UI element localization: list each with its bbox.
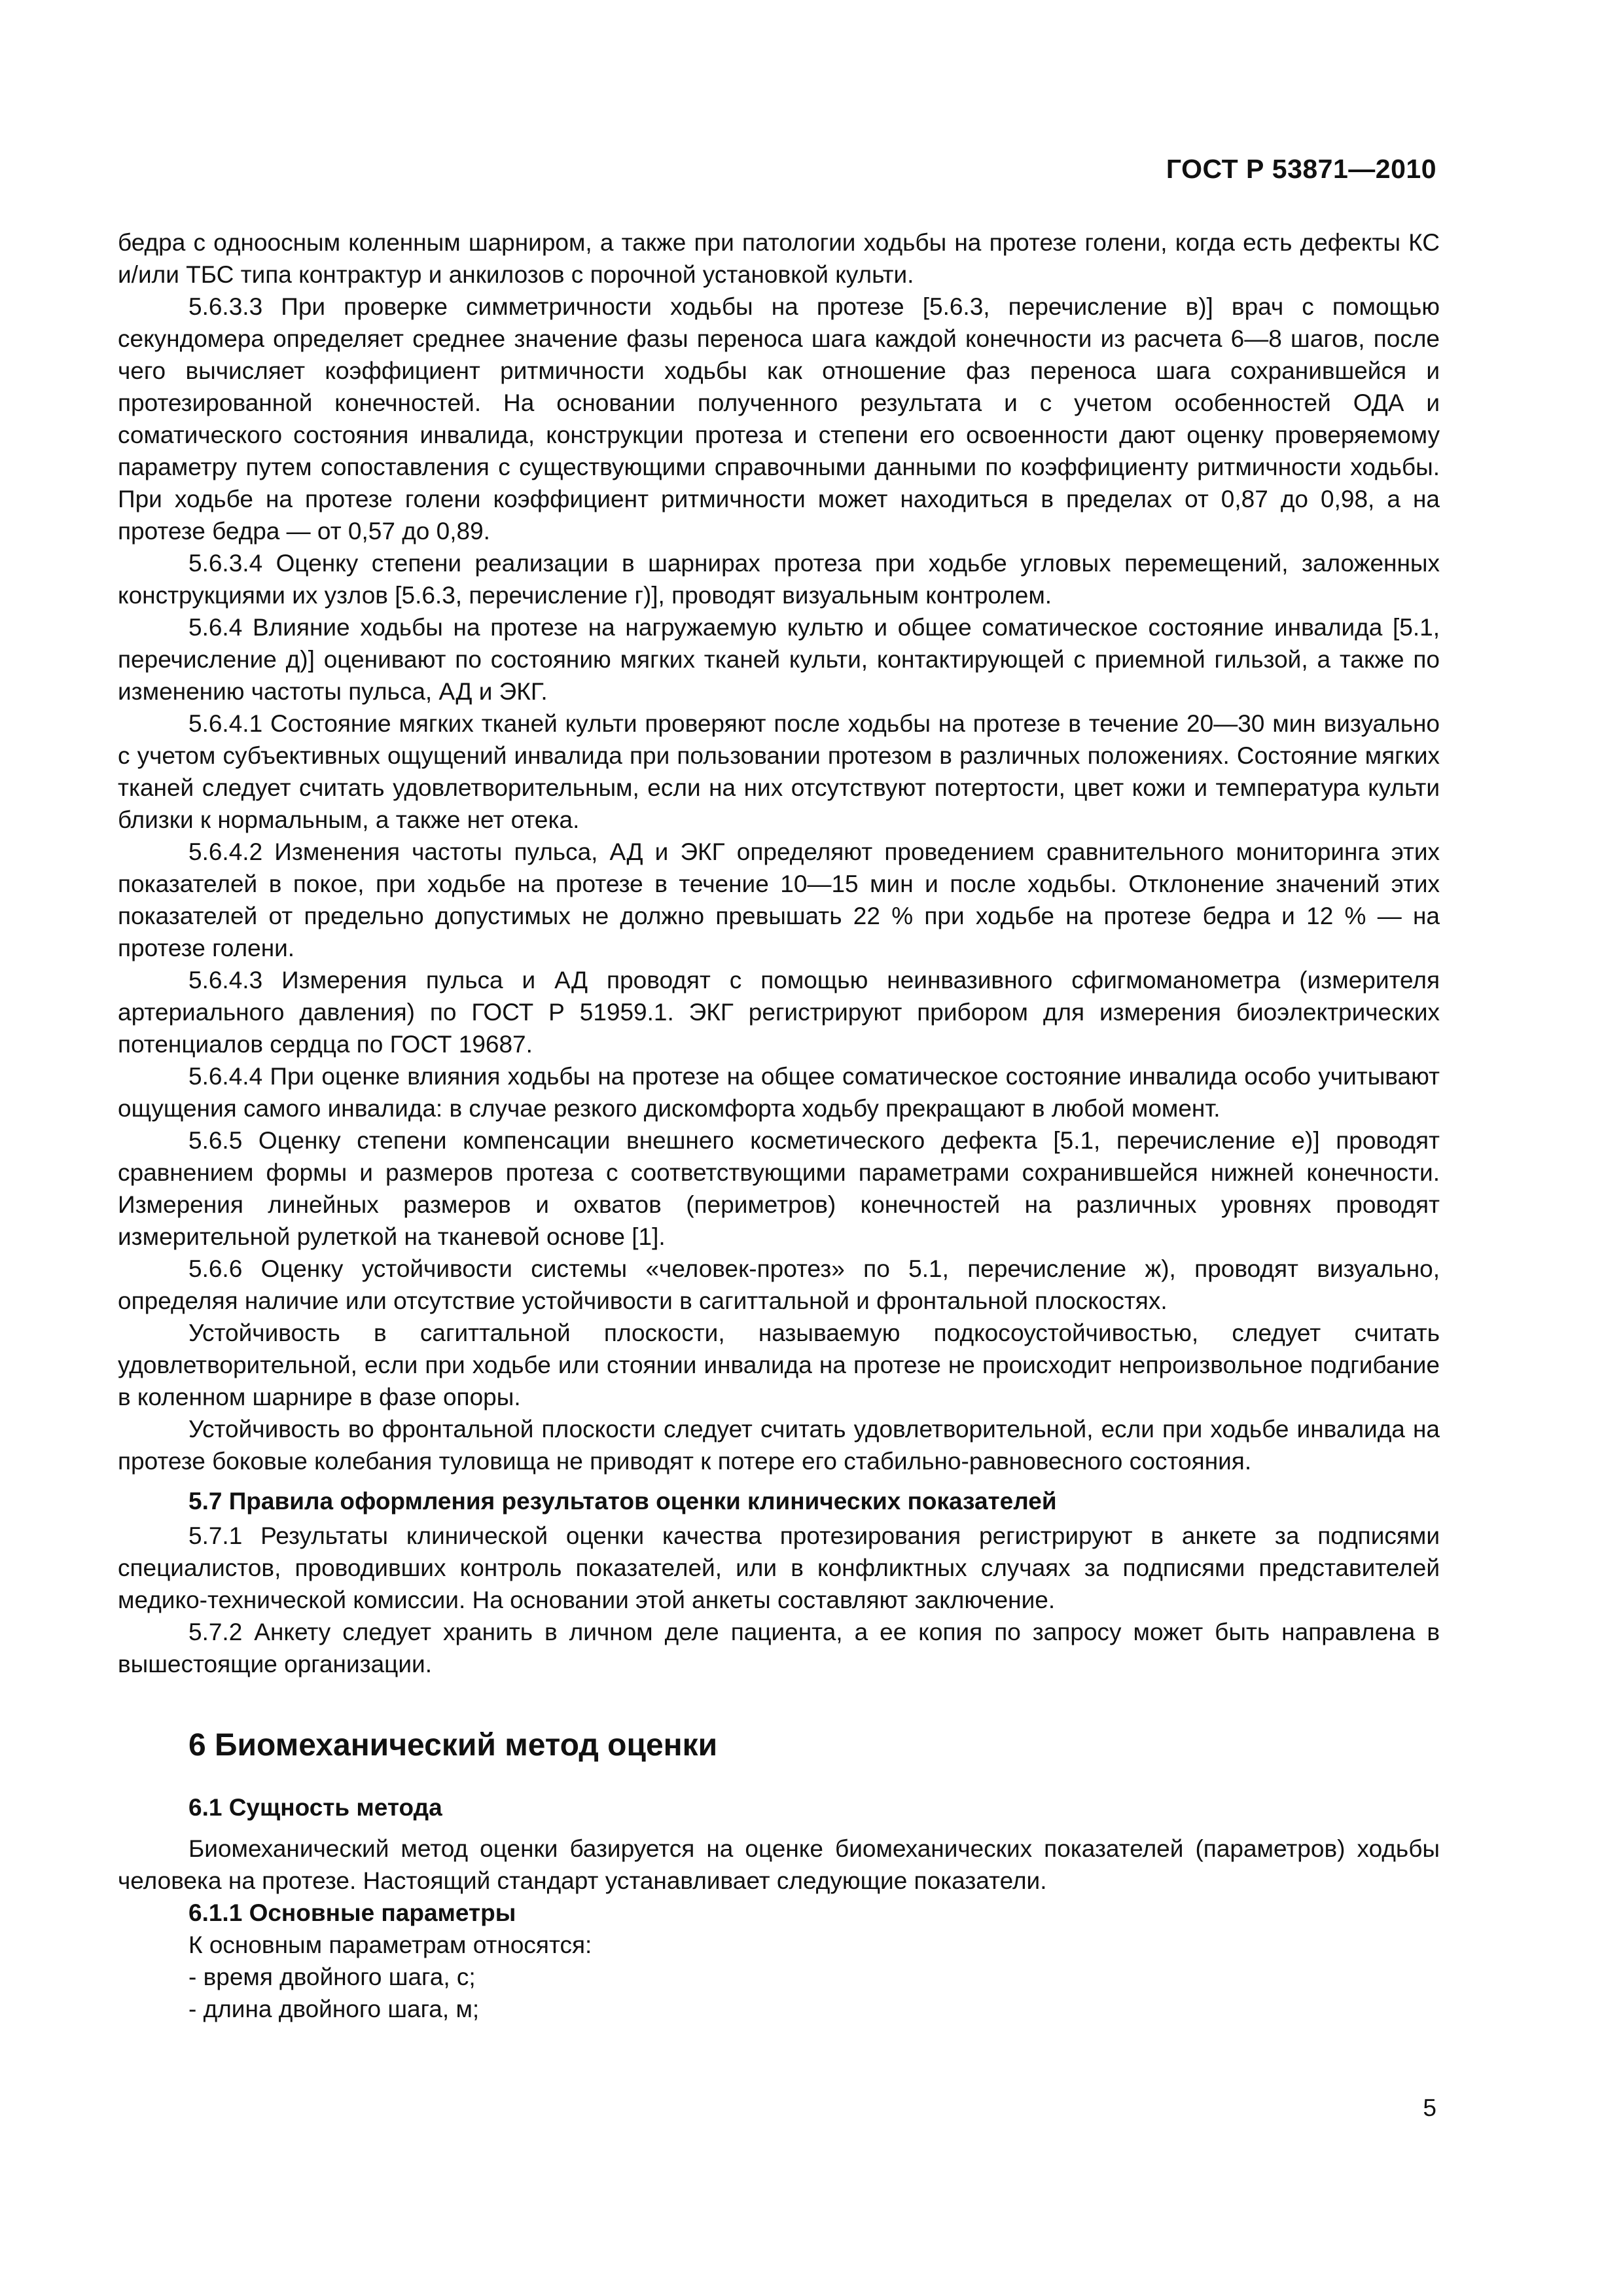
list-item: - время двойного шага, с; <box>188 1964 476 1990</box>
page-number: 5 <box>1423 2094 1436 2121</box>
section-5-7-heading: 5.7 Правила оформления результатов оценки клинических показателей <box>188 1488 1057 1515</box>
paragraph-6-1: Биомеханический метод оценки базируется на оценке биомеханических показателей (параметров) ходьбы человека на протезе. Настоящий стандарт устанавливает следующие показатели. <box>118 1835 1440 1894</box>
list-item: - длина двойного шага, м; <box>188 1996 480 2022</box>
paragraph: бедра с одноосным коленным шарниром, а также при патологии ходьбы на протезе голени, когда есть дефекты КС и/или ТБС типа контрактур и анкилозов с порочной установкой культи. <box>118 229 1440 288</box>
paragraph-5-6-6: 5.6.6 Оценку устойчивости системы «человек-протез» по 5.1, перечисление ж), проводят визуально, определяя наличие или отсутствие устойчивости в сагиттальной и фронтальной плоскостях. <box>118 1255 1440 1314</box>
paragraph-5-6-4-2: 5.6.4.2 Изменения частоты пульса, АД и ЭКГ определяют проведением сравнительного мониторинга этих показателей в покое, при ходьбе на протезе в течение 10—15 мин и после ходьбы. Отклонение значений этих показателей от предельно допустимых не должно превышать 22 % при ходьбе на протезе бедра и 12 % — на протезе голени. <box>118 838 1440 961</box>
paragraph-5-6-3-3: 5.6.3.3 При проверке симметричности ходьбы на протезе [5.6.3, перечисление в)] врач с помощью секундомера определяет среднее значение фазы переноса шага каждой конечности из расчета 6—8 шагов, после чего вычисляет коэффициент ритмичности ходьбы как отношение фаз переноса шага сохранившейся и протезированной конечностей. На основании полученного результата и с учетом особенностей ОДА и соматического состояния инвалида, конструкции протеза и степени его освоенности дают оценку проверяемому параметру путем сопоставления с существующими справочными данными по коэффициенту ритмичности ходьбы. При ходьбе на протезе голени коэффициент ритмичности может находиться в пределах от 0,87 до 0,98, а на протезе бедра — от 0,57 до 0,89. <box>118 293 1440 545</box>
page-body <box>118 226 1440 2025</box>
section-6-1-1-heading: 6.1.1 Основные параметры <box>188 1899 516 1926</box>
paragraph-sagittal-stability: Устойчивость в сагиттальной плоскости, называемую подкосоустойчивостью, следует считать удовлетворительной, если при ходьбе или стоянии инвалида на протезе не происходит непроизвольное подгибание в коленном шарнире в фазе опоры. <box>118 1319 1440 1410</box>
paragraph-5-6-4-4: 5.6.4.4 При оценке влияния ходьбы на протезе на общее соматическое состояние инвалида особо учитывают ощущения самого инвалида: в случае резкого дискомфорта ходьбу прекращают в любой момент. <box>118 1063 1440 1122</box>
parameters-list <box>118 1961 1440 2025</box>
section-6-heading: 6 Биомеханический метод оценки <box>188 1728 718 1763</box>
paragraph-5-7-1: 5.7.1 Результаты клинической оценки качества протезирования регистрируют в анкете за подписями специалистов, проводивших контроль показателей, или в конфликтных случаях за подписями представителей медико-технической комиссии. На основании этой анкеты составляют заключение. <box>118 1522 1440 1613</box>
paragraph-5-7-2: 5.7.2 Анкету следует хранить в личном деле пациента, а ее копия по запросу может быть направлена в вышестоящие организации. <box>118 1619 1440 1677</box>
paragraph-frontal-stability: Устойчивость во фронтальной плоскости следует считать удовлетворительной, если при ходьбе инвалида на протезе боковые колебания туловища не приводят к потере его стабильно-равновесного состояния. <box>118 1416 1440 1475</box>
document-code-header: ГОСТ Р 53871—2010 <box>1166 154 1436 184</box>
paragraph-5-6-3-4: 5.6.3.4 Оценку степени реализации в шарнирах протеза при ходьбе угловых перемещений, заложенных конструкциями их узлов [5.6.3, перечисление г)], проводят визуальным контролем. <box>118 550 1440 609</box>
section-6-1-heading: 6.1 Сущность метода <box>188 1794 442 1821</box>
paragraph-5-6-4-3: 5.6.4.3 Измерения пульса и АД проводят с помощью неинвазивного сфигмоманометра (измерителя артериального давления) по ГОСТ Р 51959.1. ЭКГ регистрируют прибором для измерения биоэлектрических потенциалов сердца по ГОСТ 19687. <box>118 967 1440 1058</box>
paragraph-5-6-5: 5.6.5 Оценку степени компенсации внешнего косметического дефекта [5.1, перечисление е)] проводят сравнением формы и размеров протеза с соответствующими параметрами сохранившейся нижней конечности. Измерения линейных размеров и охватов (периметров) конечностей на различных уровнях проводят измерительной рулеткой на тканевой основе [1]. <box>118 1127 1440 1250</box>
paragraph-6-1-1-intro: К основным параметрам относятся: <box>188 1931 592 1958</box>
paragraph-5-6-4-1: 5.6.4.1 Состояние мягких тканей культи проверяют после ходьбы на протезе в течение 20—30 мин визуально с учетом субъективных ощущений инвалида при пользовании протезом в различных положениях. Состояние мягких тканей следует считать удовлетворительным, если на них отсутствуют потертости, цвет кожи и температура культи близки к нормальным, а также нет отека. <box>118 710 1440 833</box>
paragraph-5-6-4: 5.6.4 Влияние ходьбы на протезе на нагружаемую культю и общее соматическое состояние инвалида [5.1, перечисление д)] оценивают по состоянию мягких тканей культи, контактирующей с приемной гильзой, а также по изменению частоты пульса, АД и ЭКГ. <box>118 614 1440 705</box>
